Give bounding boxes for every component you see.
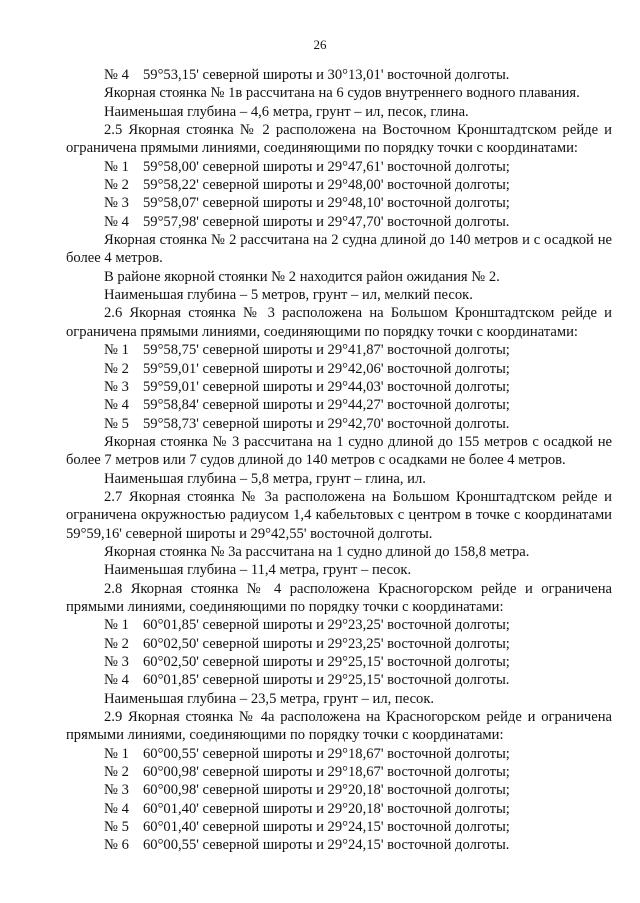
coordinate-point-number: № 4 — [104, 213, 129, 230]
paragraph: Якорная стоянка № 2 рассчитана на 2 судна длиной до 140 метров и с осадкой не более 4 метров. — [66, 232, 612, 267]
paragraph: 2.5 Якорная стоянка № 2 расположена на Восточном Кронштадтском рейде и ограничена прямыми линиями, соединяющими по порядку точки с координатами: — [66, 122, 612, 157]
coordinate-line — [66, 176, 612, 194]
coordinate-line — [66, 341, 612, 359]
coordinate-line — [66, 415, 612, 433]
coordinate-line — [66, 378, 612, 396]
coordinate-point-number: № 2 — [104, 177, 129, 194]
paragraph: 2.8 Якорная стоянка № 4 расположена Красногорском рейде и ограничена прямыми линиями, соединяющими по порядку точки с координатами: — [66, 580, 612, 615]
coordinate-point-number: № 4 — [104, 672, 129, 689]
coordinate-line — [66, 781, 612, 799]
coordinate-point-number: № 2 — [104, 360, 129, 377]
coordinate-value: 59°57,98' северной широты и 29°47,70' восточной долготы. — [143, 213, 510, 230]
coordinate-value: 59°58,75' северной широты и 29°41,87' восточной долготы; — [143, 342, 510, 359]
paragraph: Наименьшая глубина – 23,5 метра, грунт – ил, песок. — [104, 690, 435, 707]
coordinate-value: 60°01,85' северной широты и 29°25,15' восточной долготы. — [143, 672, 510, 689]
coordinate-line — [66, 800, 612, 818]
coordinate-line — [66, 213, 612, 231]
coordinate-value: 60°01,40' северной широты и 29°24,15' восточной долготы; — [143, 819, 510, 836]
coordinate-value: 60°01,40' северной широты и 29°20,18' восточной долготы; — [143, 800, 510, 817]
coordinate-point-number: № 1 — [104, 617, 129, 634]
coordinate-point-number: № 5 — [104, 415, 129, 432]
coordinate-line — [66, 616, 612, 634]
paragraph: Наименьшая глубина – 4,6 метра, грунт – ил, песок, глина. — [104, 103, 469, 120]
paragraph: Якорная стоянка № 1в рассчитана на 6 судов внутреннего водного плавания. — [104, 85, 580, 102]
coordinate-value: 60°02,50' северной широты и 29°25,15' восточной долготы; — [143, 654, 510, 670]
paragraph: Якорная стоянка № 3а рассчитана на 1 судно длиной до 158,8 метра. — [104, 543, 530, 560]
coordinate-point-number: № 4 — [104, 397, 129, 414]
coordinate-line — [66, 745, 612, 763]
coordinate-line — [66, 818, 612, 836]
coordinate-value: 60°02,50' северной широты и 29°23,25' восточной долготы; — [143, 635, 510, 652]
coordinate-point-number: № 3 — [104, 378, 129, 395]
paragraph: Наименьшая глубина – 5,8 метра, грунт – глина, ил. — [104, 470, 426, 487]
coordinate-value: 59°58,73' северной широты и 29°42,70' восточной долготы. — [143, 415, 510, 432]
coordinate-point-number: № 4 — [104, 67, 129, 83]
coordinate-point-number: № 1 — [104, 342, 129, 359]
coordinate-line — [66, 360, 612, 378]
coordinate-line — [66, 66, 612, 84]
document-body — [66, 66, 612, 855]
coordinate-point-number: № 1 — [104, 745, 129, 762]
paragraph: Наименьшая глубина – 11,4 метра, грунт – песок. — [104, 562, 412, 579]
coordinate-value: 59°58,07' северной широты и 29°48,10' восточной долготы; — [143, 195, 510, 212]
coordinate-value: 59°59,01' северной широты и 29°44,03' восточной долготы; — [143, 378, 510, 395]
coordinate-line — [66, 635, 612, 653]
coordinate-line — [66, 158, 612, 176]
coordinate-value: 59°58,84' северной широты и 29°44,27' восточной долготы; — [143, 397, 510, 414]
page-number: 26 — [313, 37, 327, 52]
coordinate-value: 60°00,98' северной широты и 29°18,67' восточной долготы; — [143, 764, 510, 781]
paragraph: Наименьшая глубина – 5 метров, грунт – ил, мелкий песок. — [104, 287, 473, 304]
coordinate-line — [66, 194, 612, 212]
coordinate-point-number: № 3 — [104, 782, 129, 799]
coordinate-value: 59°58,00' северной широты и 29°47,61' восточной долготы; — [143, 158, 510, 175]
paragraph: 2.9 Якорная стоянка № 4а расположена на Красногорском рейде и ограничена прямыми линиями, соединяющими по порядку точки с координатами: — [66, 709, 612, 744]
coordinate-point-number: № 3 — [104, 654, 129, 670]
coordinate-point-number: № 4 — [104, 800, 129, 817]
coordinate-line — [66, 653, 612, 671]
coordinate-point-number: № 6 — [104, 837, 129, 854]
coordinate-line — [66, 763, 612, 781]
paragraph: Якорная стоянка № 3 рассчитана на 1 судно длиной до 155 метров с осадкой не более 7 метров или 7 судов длиной до 140 метров с осадками не более 4 метров. — [66, 433, 612, 469]
coordinate-value: 60°00,55' северной широты и 29°18,67' восточной долготы; — [143, 745, 510, 762]
coordinate-point-number: № 3 — [104, 195, 129, 212]
coordinate-value: 60°00,55' северной широты и 29°24,15' восточной долготы. — [143, 837, 510, 854]
paragraph: 2.6 Якорная стоянка № 3 расположена на Большом Кронштадтском рейде и ограничена прямыми линиями, соединяющими по порядку точки с координатами: — [66, 305, 612, 340]
coordinate-point-number: № 5 — [104, 819, 129, 836]
coordinate-point-number: № 1 — [104, 158, 129, 175]
coordinate-line — [66, 836, 612, 854]
coordinate-line — [66, 671, 612, 689]
coordinate-line — [66, 396, 612, 414]
paragraph: 2.7 Якорная стоянка № 3а расположена на Большом Кронштадтском рейде и ограничена окружностью радиусом 1,4 кабельтовых с центром в точке с координатами 59°59,16' северной широты и 29°42,55' восточной долготы. — [66, 488, 612, 542]
coordinate-point-number: № 2 — [104, 635, 129, 652]
coordinate-value: 60°00,98' северной широты и 29°20,18' восточной долготы; — [143, 782, 510, 799]
coordinate-value: 60°01,85' северной широты и 29°23,25' восточной долготы; — [143, 617, 510, 634]
paragraph: В районе якорной стоянки № 2 находится район ожидания № 2. — [104, 268, 500, 285]
coordinate-value: 59°58,22' северной широты и 29°48,00' восточной долготы; — [143, 177, 510, 194]
coordinate-value: 59°59,01' северной широты и 29°42,06' восточной долготы; — [143, 360, 510, 377]
coordinate-value: 59°53,15' северной широты и 30°13,01' восточной долготы. — [143, 67, 510, 83]
coordinate-point-number: № 2 — [104, 764, 129, 781]
